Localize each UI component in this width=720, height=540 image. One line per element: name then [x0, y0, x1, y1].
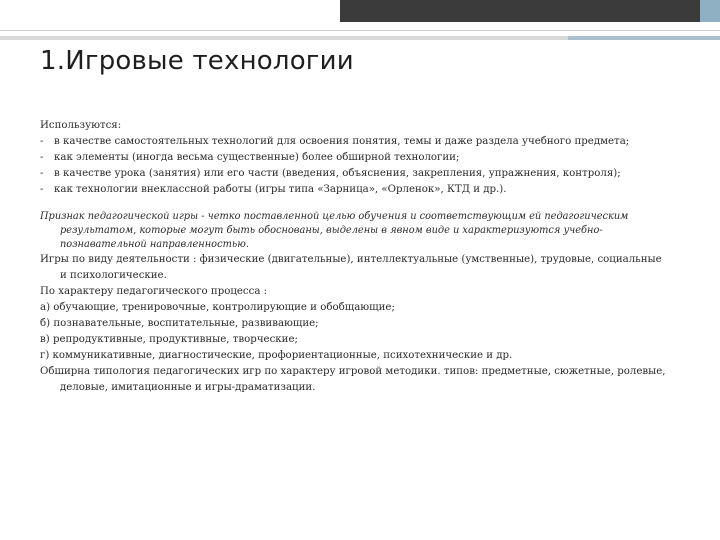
bullet-marker: - — [40, 168, 44, 179]
list-item — [40, 150, 670, 166]
paragraph-activity-types: Игры по виду деятельности : физические (двигательные), интеллектуальные (умственные), трудовые, социальные и психологические. — [40, 254, 662, 281]
slide-body — [40, 118, 670, 396]
top-bar-dark-band — [340, 0, 720, 22]
paragraph-item-b: б) познавательные, воспитательные, развивающие; — [40, 318, 319, 329]
header-rule — [0, 30, 720, 31]
top-bar-accent-band — [700, 0, 720, 22]
slide-title: 1.Игровые технологии — [40, 46, 354, 76]
list-item — [40, 182, 670, 198]
paragraph-typology: Обширна типология педагогических игр по характеру игровой методики. типов: предметные, сюжетные, ролевые, деловые, имитационные и игры-драматизации. — [40, 366, 666, 393]
list-item-text: как технологии внеклассной работы (игры типа «Зарница», «Орленок», КТД и др.). — [54, 184, 507, 195]
bullet-marker: - — [40, 152, 44, 163]
paragraph-item-d: г) коммуникативные, диагностические, профориентационные, психотехнические и др. — [40, 350, 513, 361]
definition-text: Признак педагогической игры - четко поставленной целью обучения и соответствующим ей педагогическим результатом, которые могут быть обоснованы, выделены в явном виде и характеризуются учебно-познавательной направленностью. — [40, 211, 629, 250]
paragraph-item-a: а) обучающие, тренировочные, контролирующие и обобщающие; — [40, 302, 395, 313]
usage-list — [40, 134, 670, 198]
list-item — [40, 166, 670, 182]
header-accent-rule-right — [568, 36, 720, 40]
list-item-text: в качестве самостоятельных технологий для освоения понятия, темы и даже раздела учебного предмета; — [54, 136, 630, 147]
list-item — [40, 134, 670, 150]
list-item-text: как элементы (иногда весьма существенные) более обширной технологии; — [54, 152, 460, 163]
paragraph-process-heading: По характеру педагогического процесса : — [40, 286, 268, 297]
bullet-marker: - — [40, 184, 44, 195]
intro-text: Используются: — [40, 120, 122, 131]
bullet-marker: - — [40, 136, 44, 147]
paragraph-item-c: в) репродуктивные, продуктивные, творческие; — [40, 334, 298, 345]
list-item-text: в качестве урока (занятия) или его части (введения, объяснения, закрепления, упражнения, контроля); — [54, 168, 621, 179]
